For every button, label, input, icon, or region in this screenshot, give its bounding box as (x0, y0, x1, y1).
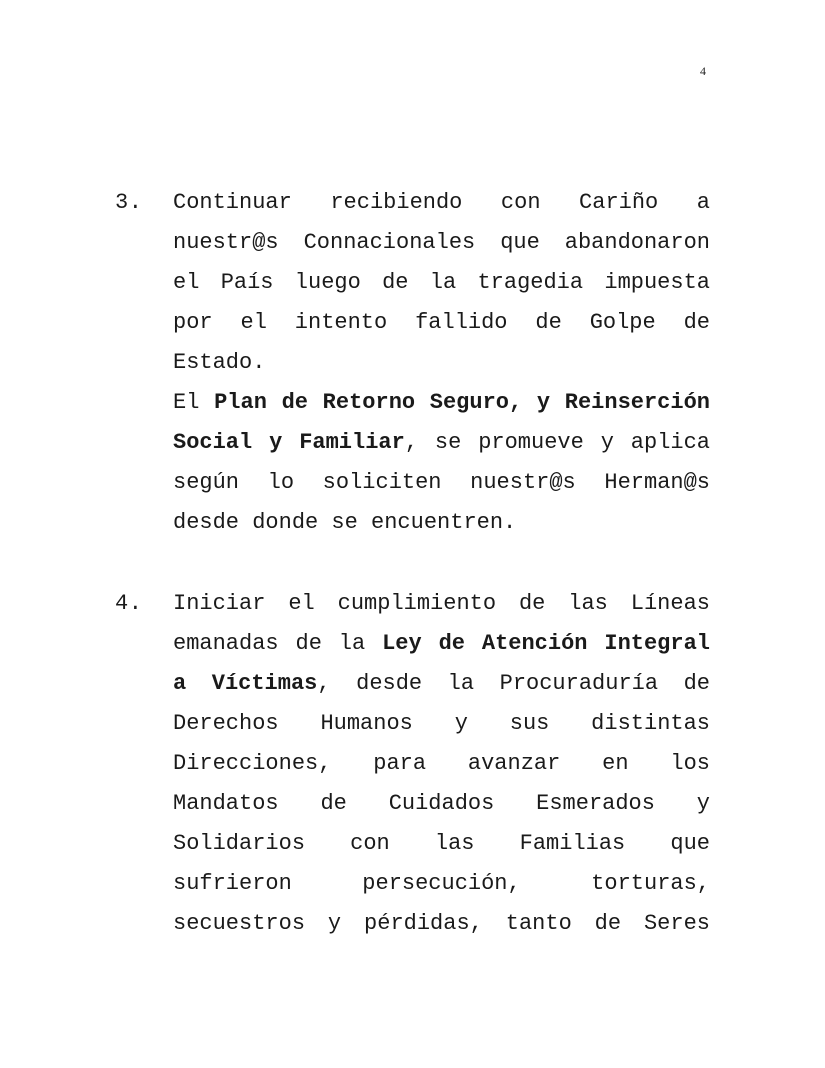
plan-suffix: , se promueve y aplica según lo soliciten nuestr@s Herman@s desde donde se encuentren. (173, 430, 710, 535)
item-4-paragraph (173, 584, 710, 944)
item-number-4: 4. (115, 591, 143, 616)
plan-prefix: El (173, 390, 215, 415)
item-4-text-before: Iniciar el cumplimiento de las Líneas emanadas de la (173, 591, 710, 656)
item-number-3: 3. (115, 190, 143, 215)
page-number: 4 (700, 64, 706, 78)
item-4-text-after: , desde la Procuraduría de Derechos Humanos y sus distintas Direcciones, para avanzar en los Mandatos de Cuidados Esmerados y Solidarios con las Familias que sufrieron persecución, torturas, secuestros y pérdidas, tanto de Seres (173, 671, 710, 936)
plan-title-bold: Plan de Retorno Seguro, y Reinserción Social y Familiar (173, 390, 710, 455)
law-title-bold: Ley de Atención Integral a Víctimas (173, 631, 710, 696)
item-3-paragraph: Continuar recibiendo con Cariño a nuestr@s Connacionales que abandonaron el País luego de la tragedia impuesta por el intento fallido de Golpe de Estado. (173, 190, 710, 375)
plan-paragraph (173, 383, 710, 543)
